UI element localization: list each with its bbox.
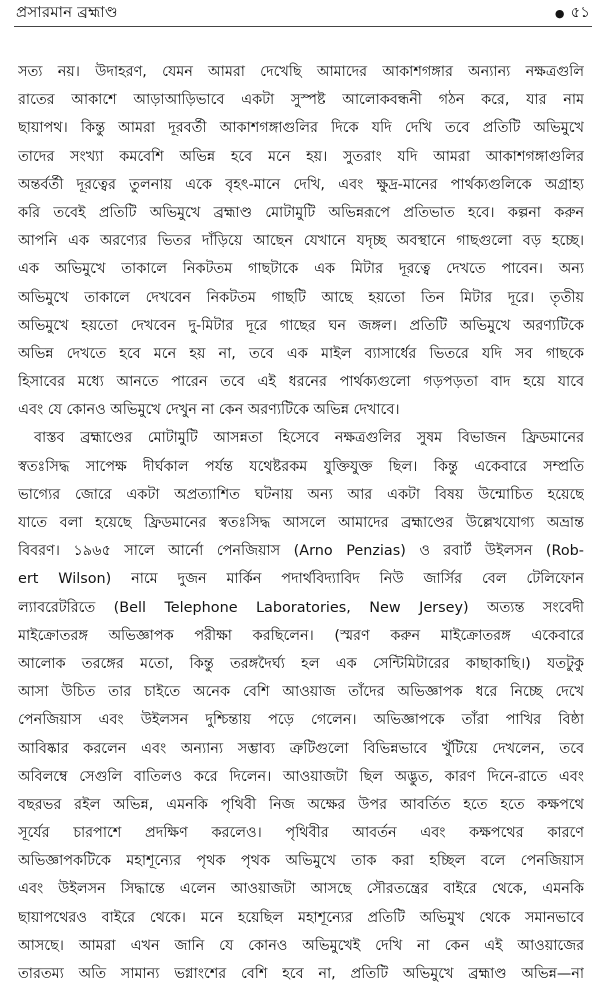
text-line: ছায়াপথ। কিন্তু আমরা দূরবর্তী আকাশগঙ্গাগুলির দিকে যদি দেখি তবে প্রতিটি অভিমুখে bbox=[18, 120, 584, 137]
header-rule bbox=[14, 26, 592, 27]
text-line: আবিষ্কার করলেন এবং অন্যান্য সম্ভাব্য ত্রুটিগুলো বিভিন্নভাবে খুঁটিয়ে দেখলেন, তবে bbox=[18, 740, 584, 757]
text-line: তারতম্য অতি সামান্য ভগ্নাংশের বেশি হবে না, প্রতিটি অভিমুখে ব্রহ্মাণ্ড অভিন্ন—না bbox=[18, 966, 584, 982]
text-line: আলোক তরঙ্গের মতো, কিন্তু তরঙ্গদৈর্ঘ্য হল এক সেন্টিমিটারের কাছাকাছি।) যতটুকু bbox=[18, 655, 584, 672]
text-line: অভিমুখে হয়তো দেখবেন দু-মিটার দূরে গাছের ঘন জঙ্গল। প্রতিটি অভিমুখে অরণ্যটিকে bbox=[18, 317, 584, 334]
text-line: পেনজিয়াস এবং উইলসন দুশ্চিন্তায় পড়ে গেলেন। অভিজ্ঞাপকে তাঁরা পাখির বিষ্ঠা bbox=[18, 712, 584, 729]
text-line: বাস্তব ব্রহ্মাণ্ডের মোটামুটি আসন্নতা হিসেবে নক্ষত্রগুলির সুষম বিভাজন ফ্রিডমানের bbox=[34, 430, 584, 447]
text-line: সূর্যের চারপাশে প্রদক্ষিণ করলেও। পৃথিবীর আবর্তন এবং কক্ষপথের কারণে bbox=[18, 825, 584, 842]
text-line: স্বতঃসিদ্ধ সাপেক্ষ দীর্ঘকাল পর্যন্ত যথেষ্টরকম যুক্তিযুক্ত ছিল। কিন্তু একেবারে সম্প্রতি bbox=[18, 458, 584, 475]
text-line: তাদের সংখ্যা কমবেশি অভিন্ন হবে মনে হয়। সুতরাং যদি আমরা আকাশগঙ্গাগুলির bbox=[18, 148, 584, 165]
text-line: অভিমুখে তাকালে দেখবেন নিকটতম গাছটি আছে হয়তো তিন মিটার দূরে। তৃতীয় bbox=[18, 289, 584, 306]
text-line: করি তবেই প্রতিটি অভিমুখে ব্রহ্মাণ্ড মোটামুটি অভিন্নরূপে প্রতিভাত হবে। কল্পনা করুন bbox=[18, 204, 584, 221]
body-text bbox=[18, 58, 584, 988]
text-line: আসছে। আমরা এখন জানি যে কোনও অভিমুখেই দেখি না কেন এই আওয়াজের bbox=[18, 937, 584, 954]
text-line: ভাগ্যের জোরে একটা অপ্রত্যাশিত ঘটনায় অন্য আর একটা বিষয় উন্মোচিত হয়েছে bbox=[18, 486, 584, 503]
text-line: অভিন্ন দেখতে হবে মনে হয় না, তবে এক মাইল ব্যাসার্ধের ভিতরে যদি সব গাছকে bbox=[18, 345, 584, 362]
text-line: অবিলম্বে সেগুলি বাতিলও করে দিলেন। আওয়াজটা ছিল অদ্ভুত, কারণ দিনে-রাতে এবং bbox=[18, 768, 584, 785]
text-line: আপনি এক অরণ্যের ভিতর দাঁড়িয়ে আছেন যেখানে যদৃচ্ছ অবস্থানে গাছগুলো বড় হচ্ছে। bbox=[18, 233, 584, 250]
text-line: আসা উচিত তার চাইতে অনেক বেশি আওয়াজ তাঁদের অভিজ্ঞাপক ধরে নিচ্ছে দেখে bbox=[18, 684, 584, 701]
page-number: ৫১ bbox=[570, 2, 590, 21]
text-line: অভিজ্ঞাপকটিকে মহাশূন্যের পৃথক পৃথক অভিমুখে তাক করা হচ্ছিল বলে পেনজিয়াস bbox=[18, 853, 584, 870]
text-line: এবং উইলসন সিদ্ধান্তে এলেন আওয়াজটা আসছে সৌরতন্ত্রের বাইরে থেকে, এমনকি bbox=[18, 881, 584, 898]
text-line: যাতে বলা হয়েছে ফ্রিডমানের স্বতঃসিদ্ধ আসলে আমাদের ব্রহ্মাণ্ডের উল্লেখযোগ্য অভ্রান্ত bbox=[18, 515, 584, 531]
text-line: ছায়াপথেরও বাইরে থেকে। মনে হয়েছিল মহাশূন্যের প্রতিটি অভিমুখ থেকে সমানভাবে bbox=[18, 909, 584, 926]
text-line: সত্য নয়। উদাহরণ, যেমন আমরা দেখেছি আমাদের আকাশগঙ্গার অন্যান্য নক্ষত্রগুলি bbox=[18, 64, 584, 80]
text-line: রাতের আকাশে আড়াআড়িভাবে একটা সুস্পষ্ট আলোকবন্ধনী গঠন করে, যার নাম bbox=[18, 92, 584, 109]
text-line: বছরভর রইল অভিন্ন, এমনকি পৃথিবী নিজ অক্ষের উপর আবর্তিত হতে হতে কক্ষপথে bbox=[18, 796, 584, 813]
text-line: এক অভিমুখে তাকালে নিকটতম গাছটাকে এক মিটার দূরত্বে দেখতে পাবেন। অন্য bbox=[18, 261, 584, 278]
text-line: হিসাবের মধ্যে আনতে পারেন তবে এই ধরনের পার্থক্যগুলো গড়পড়তা বাদ হয়ে যাবে bbox=[18, 374, 584, 391]
text-line: বিবরণ। ১৯৬৫ সালে আর্নো পেনজিয়াস (Arno Penzias) ও রবার্ট উইলসন (Rob- bbox=[18, 543, 584, 560]
text-line: ল্যাবরেটরিতে (Bell Telephone Laboratories, New Jersey) অত্যন্ত সংবেদী bbox=[18, 599, 584, 616]
chapter-title: প্রসারমান ব্রহ্মাণ্ড bbox=[16, 2, 118, 21]
text-line: এবং যে কোনও অভিমুখে দেখুন না কেন অরণ্যটিকে অভিন্ন দেখাবে। bbox=[18, 402, 400, 419]
text-line: মাইক্রোতরঙ্গ অভিজ্ঞাপক পরীক্ষা করছিলেন। (স্মরণ করুন মাইক্রোতরঙ্গ একেবারে bbox=[18, 627, 584, 644]
page-number-group bbox=[555, 1, 590, 26]
running-head bbox=[16, 2, 590, 24]
bullet-icon: ● bbox=[554, 6, 565, 20]
text-line: ert Wilson) নামে দুজন মার্কিন পদার্থবিদ্যাবিদ নিউ জার্সির বেল টেলিফোন bbox=[18, 571, 584, 588]
text-line: অন্তর্বর্তী দূরত্বের তুলনায় একে বৃহৎ-মানে দেখি, এবং ক্ষুদ্র-মানের পার্থক্যগুলিকে অগ্রাহ্য bbox=[18, 176, 584, 193]
